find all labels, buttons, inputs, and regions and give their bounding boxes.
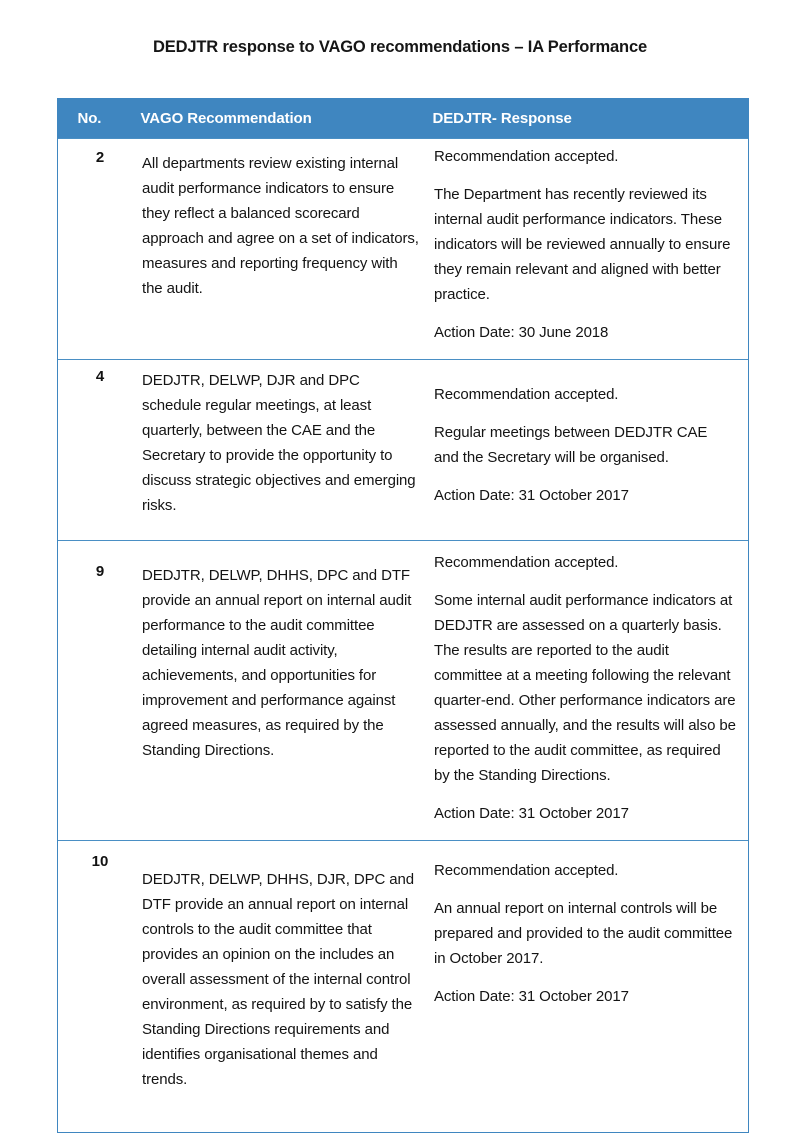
- action-date-text: Action Date: 30 June 2018: [434, 324, 609, 341]
- response-cell: [434, 841, 748, 1023]
- response-detail-text: Regular meetings between DEDJTR CAE and the Secretary will be organised.: [434, 424, 708, 466]
- recommendations-table: [57, 98, 749, 1133]
- response-detail-text: An annual report on internal controls will be prepared and provided to the audit committee in October 2017.: [434, 900, 733, 967]
- row-number: 10: [91, 853, 109, 870]
- response-cell: [434, 360, 748, 522]
- table-row: [58, 540, 748, 840]
- response-accepted-text: Recommendation accepted.: [434, 386, 619, 403]
- row-number: 4: [95, 368, 105, 385]
- recommendation-cell: [142, 541, 434, 789]
- response-cell: [434, 139, 748, 359]
- column-header-no: No.: [77, 109, 102, 127]
- response-detail-text: Some internal audit performance indicators at DEDJTR are assessed on a quarterly basis. The results are reported to the audit committee at a meeting following the relevant quarter-end. Other performance indicators are assessed annually, and the results will also be reported to the audit committee, as required by the Standing Directions.: [434, 592, 736, 784]
- column-header-recommendation: VAGO Recommendation: [140, 109, 312, 127]
- response-accepted-text: Recommendation accepted.: [434, 862, 619, 879]
- action-date-text: Action Date: 31 October 2017: [434, 487, 629, 504]
- response-accepted-text: Recommendation accepted.: [434, 554, 619, 571]
- action-date-text: Action Date: 31 October 2017: [434, 805, 629, 822]
- table-row: [58, 138, 748, 359]
- row-number: 2: [95, 149, 105, 166]
- recommendation-text: DEDJTR, DELWP, DHHS, DJR, DPC and DTF provide an annual report on internal controls to the audit committee that provides an opinion on the includes an overall assessment of the internal control environment, as required by to satisfy the Standing Directions requirements and identifies organisational themes and trends.: [142, 871, 415, 1088]
- page-title: DEDJTR response to VAGO recommendations – IA Performance: [152, 38, 648, 56]
- recommendation-text: DEDJTR, DELWP, DJR and DPC schedule regular meetings, at least quarterly, between the CAE and the Secretary to provide the opportunity to discuss strategic objectives and emerging risks.: [142, 372, 416, 514]
- table-row: [58, 359, 748, 540]
- response-detail-text: The Department has recently reviewed its internal audit performance indicators. These indicators will be reviewed annually to ensure they remain relevant and aligned with better practice.: [434, 186, 731, 303]
- column-header-response: DEDJTR- Response: [432, 109, 572, 127]
- recommendation-text: All departments review existing internal audit performance indicators to ensure they reflect a balanced scorecard approach and agree on a set of indicators, measures and reporting frequency with the audit.: [142, 155, 419, 297]
- table-header-row: [57, 98, 749, 138]
- response-accepted-text: Recommendation accepted.: [434, 148, 619, 165]
- row-number: 9: [95, 563, 105, 580]
- recommendation-cell: [142, 360, 434, 540]
- recommendation-cell: [142, 841, 434, 1132]
- action-date-text: Action Date: 31 October 2017: [434, 988, 629, 1005]
- table-row: [58, 840, 748, 1132]
- recommendation-cell: [142, 139, 434, 319]
- recommendation-text: DEDJTR, DELWP, DHHS, DPC and DTF provide an annual report on internal audit performance to the audit committee detailing internal audit activity, achievements, and opportunities for improvement and performance against agreed measures, as required by the Standing Directions.: [142, 567, 412, 759]
- response-cell: [434, 541, 748, 840]
